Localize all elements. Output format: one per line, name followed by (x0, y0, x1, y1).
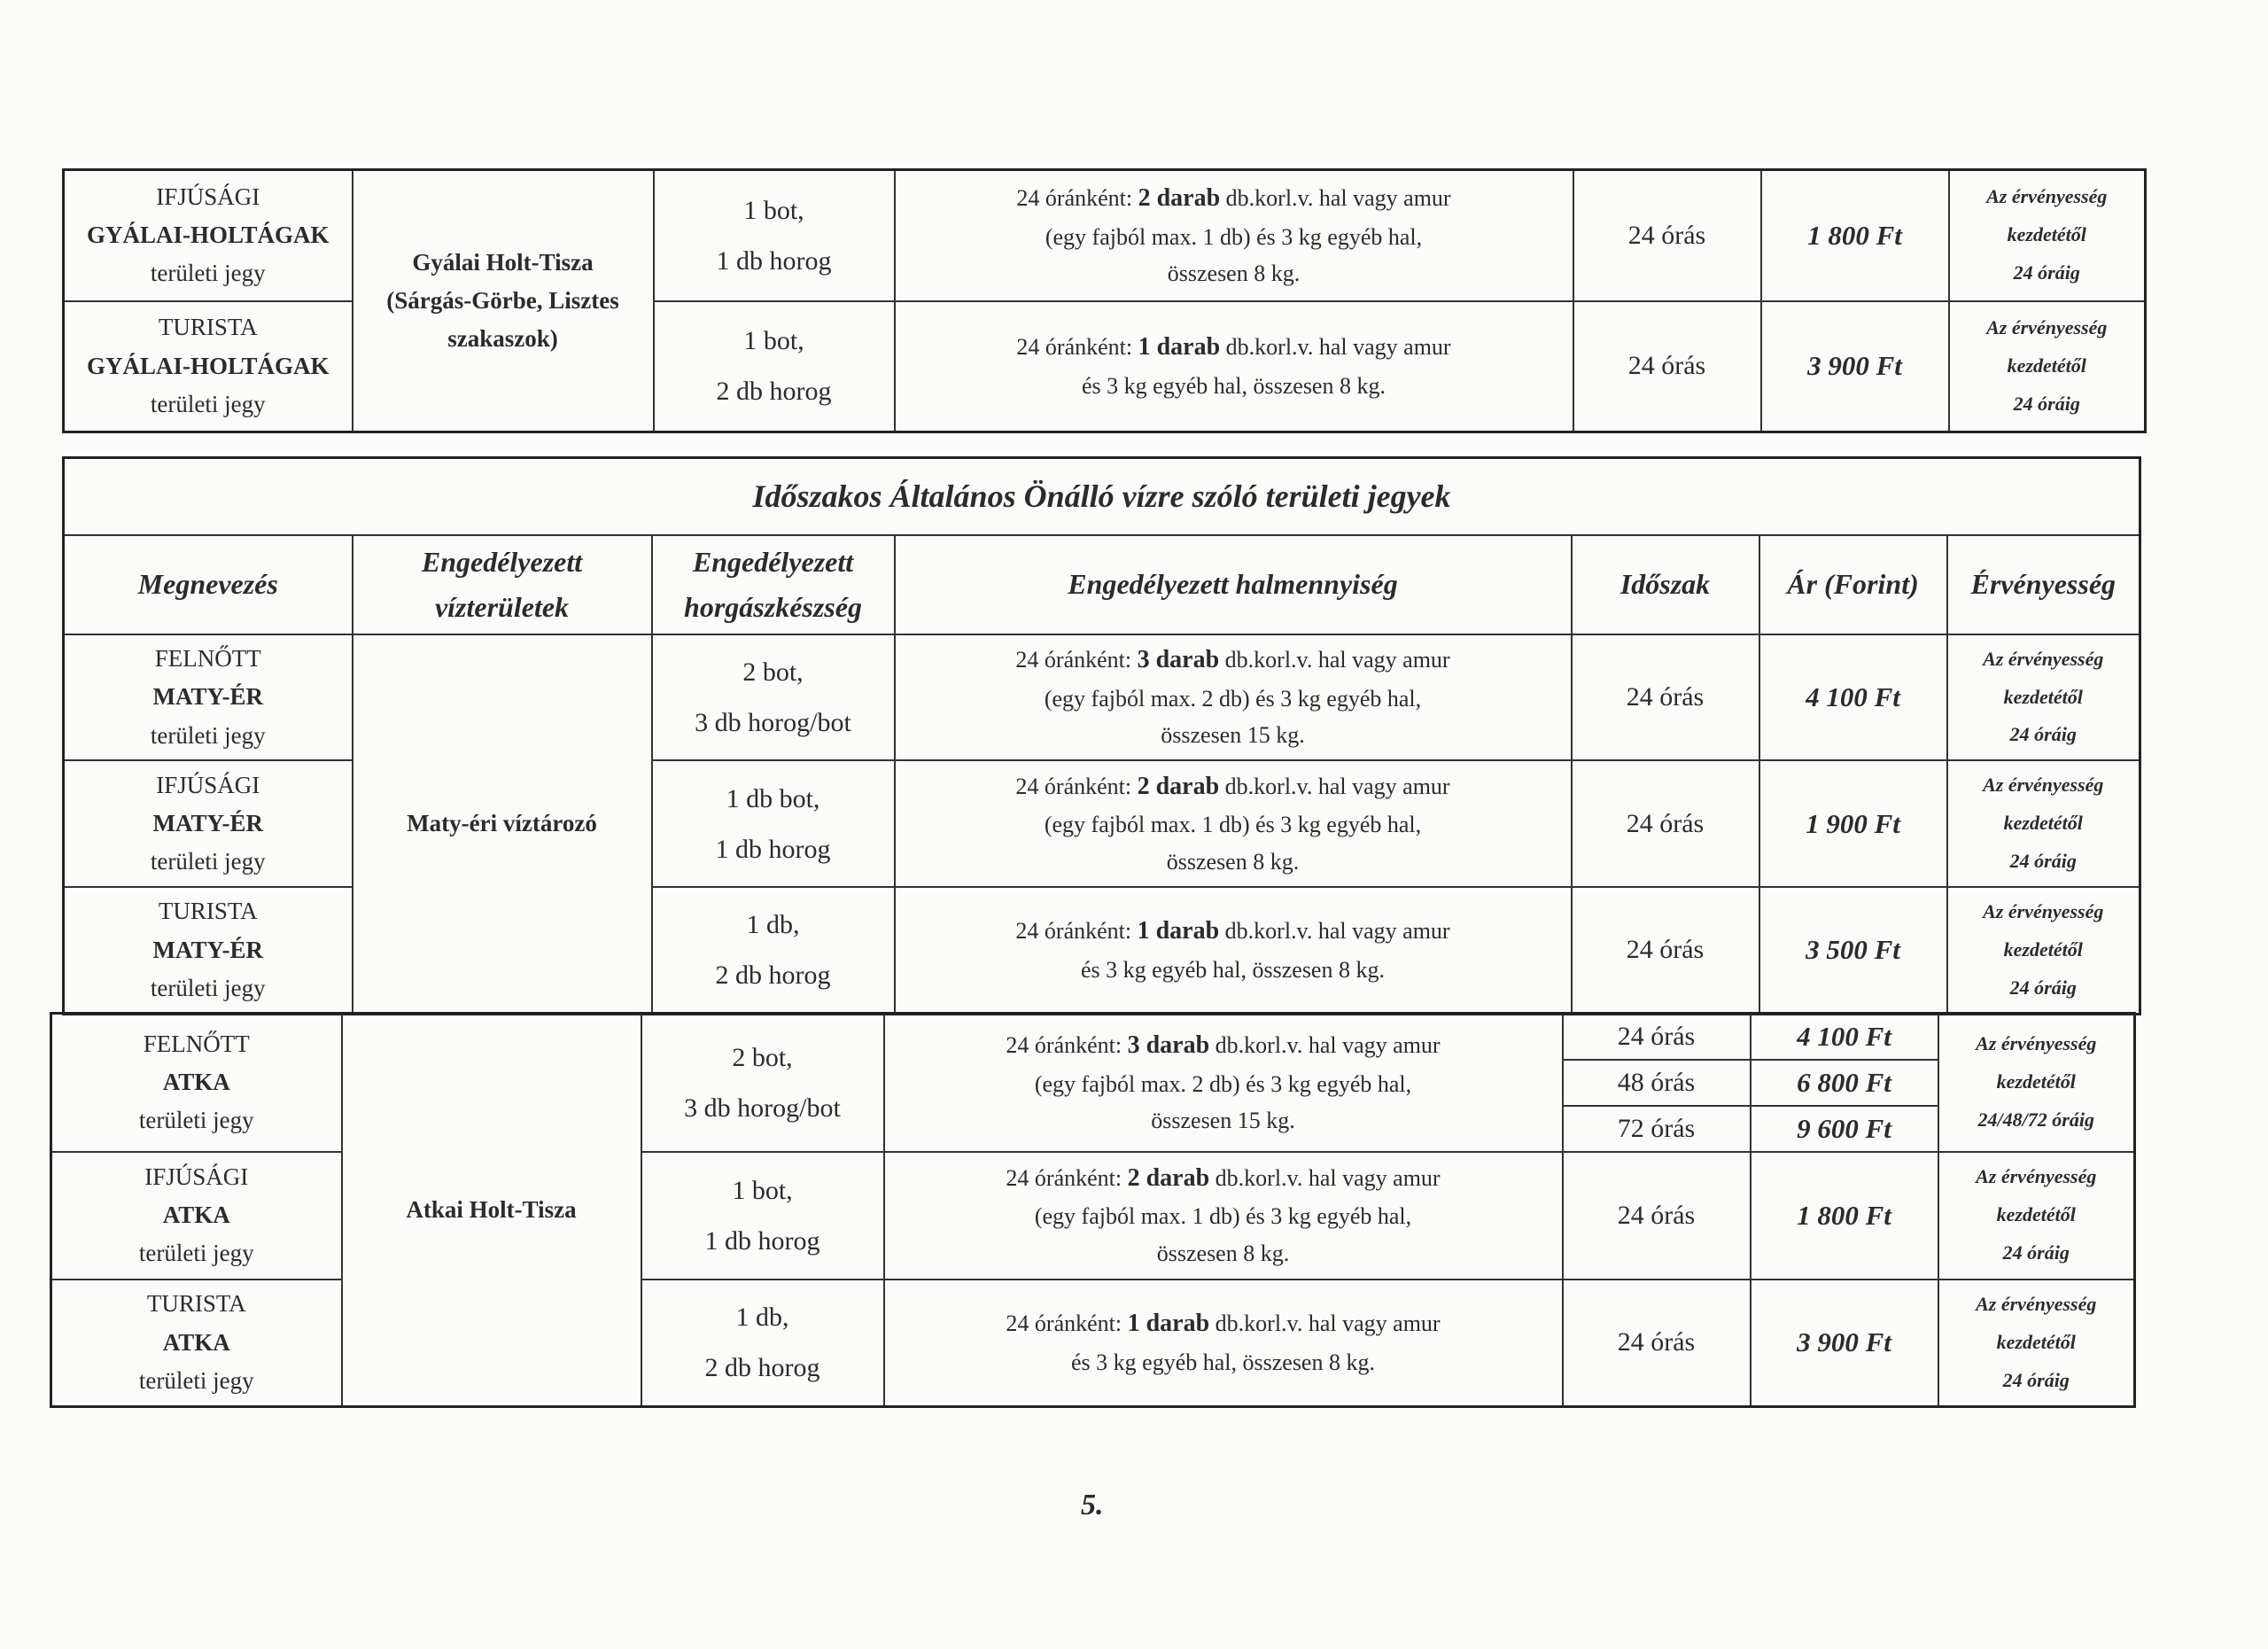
price-cell: 4 100 Ft (1759, 634, 1947, 760)
validity-cell: Az érvényesség kezdetétől 24 óráig (1947, 634, 2140, 760)
gear-cell: 1 bot, 1 db horog (654, 170, 895, 301)
ticket-name-cell: TURISTA GYÁLAI-HOLTÁGAK területi jegy (64, 301, 353, 432)
water-area-cell: Maty-éri víztározó (353, 634, 652, 1014)
ticket-name-cell: TURISTA ATKA területi jegy (51, 1280, 342, 1407)
period-cell: 24 órás (1573, 301, 1761, 432)
table-title: Időszakos Általános Önálló vízre szóló területi jegyek (64, 458, 2140, 536)
ticket-name-cell: IFJÚSÁGI ATKA területi jegy (51, 1152, 342, 1280)
gear-cell: 1 db, 2 db horog (652, 887, 895, 1014)
gear-cell: 2 bot, 3 db horog/bot (652, 634, 895, 760)
price-cell: 3 900 Ft (1751, 1280, 1938, 1407)
period-cell: 24 órás (1563, 1152, 1751, 1280)
page-number: 5. (1081, 1489, 1104, 1521)
quantity-cell: 24 óránként: 1 darab db.korl.v. hal vagy amur és 3 kg egyéb hal, összesen 8 kg. (884, 1280, 1563, 1407)
period-cell: 24 órás (1563, 1280, 1751, 1407)
period-cell: 24 órás (1572, 887, 1759, 1014)
period-cell: 24 órás (1572, 760, 1759, 887)
gear-cell: 1 bot, 2 db horog (654, 301, 895, 432)
price-cell: 9 600 Ft (1751, 1106, 1938, 1152)
water-area-cell: Atkai Holt-Tisza (342, 1014, 641, 1407)
quantity-cell: 24 óránként: 3 darab db.korl.v. hal vagy amur (egy fajból max. 2 db) és 3 kg egyéb hal, összesen 15 kg. (895, 634, 1572, 760)
table-row (64, 634, 2140, 760)
ticket-name-cell: FELNŐTT MATY-ÉR területi jegy (64, 634, 353, 760)
quantity-cell: 24 óránként: 2 darab db.korl.v. hal vagy amur (egy fajból max. 1 db) és 3 kg egyéb hal, összesen 8 kg. (884, 1152, 1563, 1280)
validity-cell: Az érvényesség kezdetétől 24 óráig (1938, 1280, 2135, 1407)
validity-cell: Az érvényesség kezdetétől 24 óráig (1947, 760, 2140, 887)
quantity-cell: 24 óránként: 3 darab db.korl.v. hal vagy amur (egy fajból max. 2 db) és 3 kg egyéb hal, összesen 15 kg. (884, 1014, 1563, 1152)
validity-cell: Az érvényesség kezdetétől 24/48/72 óráig (1938, 1014, 2135, 1152)
gear-cell: 1 bot, 1 db horog (641, 1152, 884, 1280)
table-row (51, 1014, 2135, 1060)
quantity-cell: 24 óránként: 2 darab db.korl.v. hal vagy amur (egy fajból max. 1 db) és 3 kg egyéb hal, összesen 8 kg. (895, 760, 1572, 887)
price-cell: 3 500 Ft (1759, 887, 1947, 1014)
period-cell: 24 órás (1572, 634, 1759, 760)
price-cell: 1 800 Ft (1761, 170, 1949, 301)
water-area-cell: Gyálai Holt-Tisza (Sárgás-Görbe, Lisztes szakaszok) (353, 170, 654, 432)
header-price: Ár (Forint) (1759, 535, 1947, 634)
period-cell: 24 órás (1573, 170, 1761, 301)
gear-cell: 1 db, 2 db horog (641, 1280, 884, 1407)
validity-cell: Az érvényesség kezdetétől 24 óráig (1949, 170, 2146, 301)
period-cell: 48 órás (1563, 1060, 1751, 1106)
quantity-cell: 24 óránként: 2 darab db.korl.v. hal vagy amur (egy fajból max. 1 db) és 3 kg egyéb hal, összesen 8 kg. (895, 170, 1573, 301)
quantity-cell: 24 óránként: 1 darab db.korl.v. hal vagy amur és 3 kg egyéb hal, összesen 8 kg. (895, 301, 1573, 432)
validity-cell: Az érvényesség kezdetétől 24 óráig (1949, 301, 2146, 432)
table-header-row (64, 535, 2140, 634)
header-gear: Engedélyezett horgászkészség (652, 535, 895, 634)
quantity-cell: 24 óránként: 1 darab db.korl.v. hal vagy amur és 3 kg egyéb hal, összesen 8 kg. (895, 887, 1572, 1014)
atka-ticket-table (50, 1012, 2136, 1408)
ticket-name-cell: IFJÚSÁGI MATY-ÉR területi jegy (64, 760, 353, 887)
maty-er-ticket-table (62, 456, 2141, 1015)
ticket-name-cell: FELNŐTT ATKA területi jegy (51, 1014, 342, 1152)
price-cell: 1 800 Ft (1751, 1152, 1938, 1280)
gear-cell: 2 bot, 3 db horog/bot (641, 1014, 884, 1152)
price-cell: 6 800 Ft (1751, 1060, 1938, 1106)
gyalai-ticket-table (62, 168, 2147, 433)
ticket-name-cell: TURISTA MATY-ÉR területi jegy (64, 887, 353, 1014)
table-title-row (64, 458, 2140, 536)
period-cell: 24 órás (1563, 1014, 1751, 1060)
validity-cell: Az érvényesség kezdetétől 24 óráig (1947, 887, 2140, 1014)
price-cell: 4 100 Ft (1751, 1014, 1938, 1060)
price-cell: 1 900 Ft (1759, 760, 1947, 887)
header-water: Engedélyezett vízterületek (353, 535, 652, 634)
header-quantity: Engedélyezett halmennyiség (895, 535, 1572, 634)
gear-cell: 1 db bot, 1 db horog (652, 760, 895, 887)
period-cell: 72 órás (1563, 1106, 1751, 1152)
price-cell: 3 900 Ft (1761, 301, 1949, 432)
ticket-name-cell: IFJÚSÁGI GYÁLAI-HOLTÁGAK területi jegy (64, 170, 353, 301)
header-name: Megnevezés (64, 535, 353, 634)
validity-cell: Az érvényesség kezdetétől 24 óráig (1938, 1152, 2135, 1280)
table-row (64, 170, 2146, 301)
header-period: Időszak (1572, 535, 1759, 634)
header-validity: Érvényesség (1947, 535, 2140, 634)
